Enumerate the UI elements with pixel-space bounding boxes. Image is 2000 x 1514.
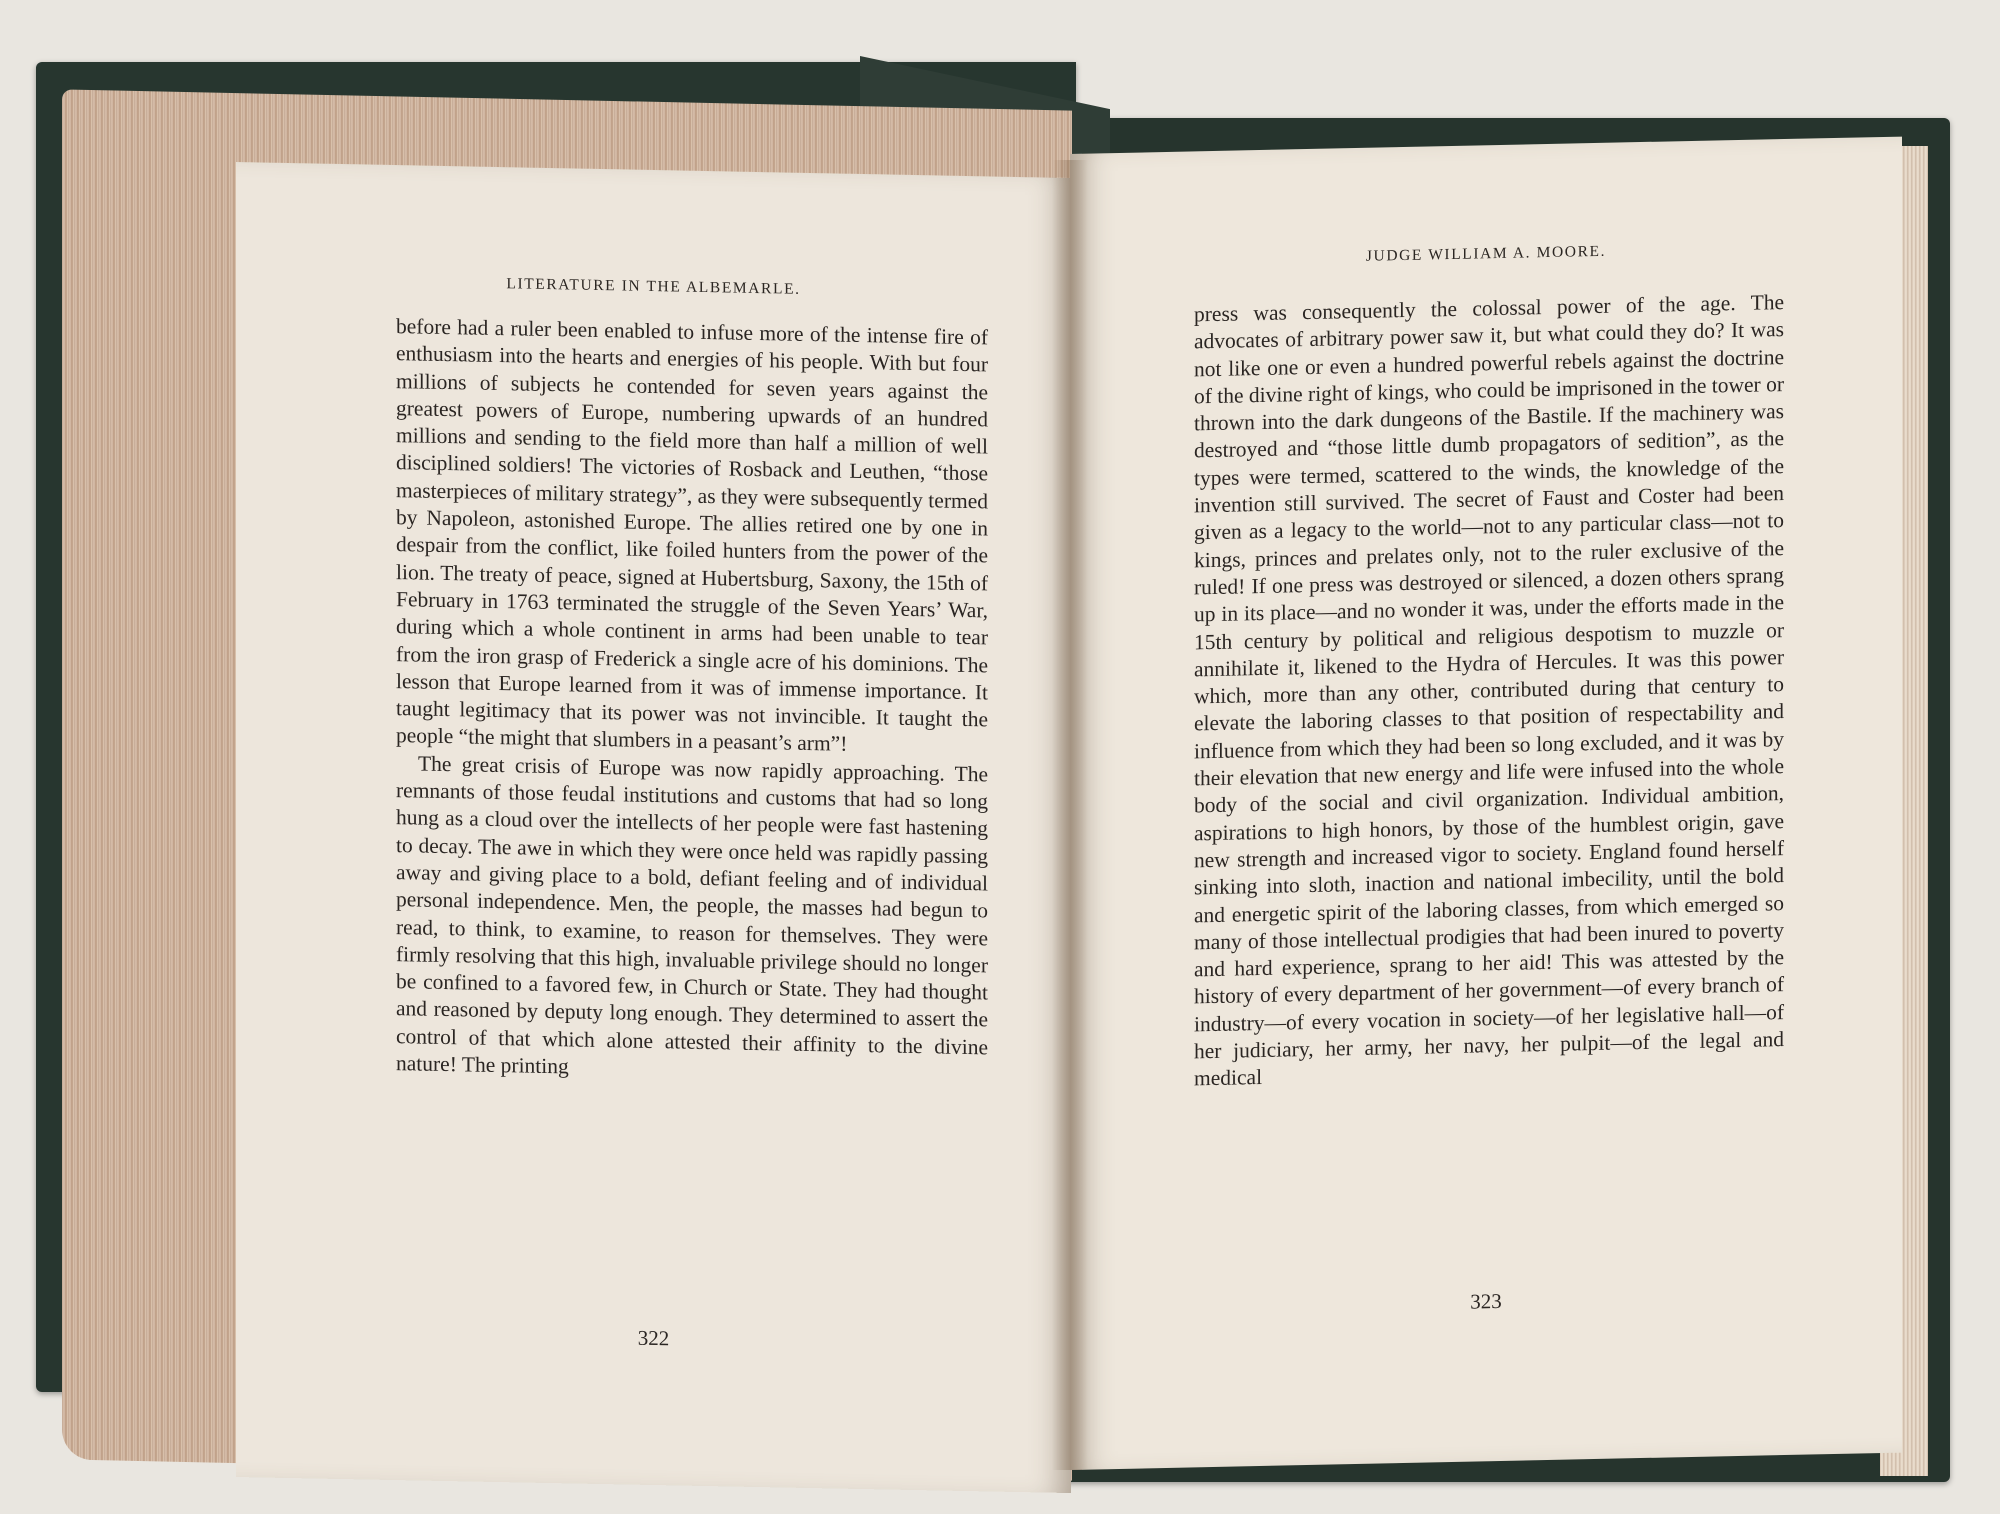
left-running-head: LITERATURE IN THE ALBEMARLE.	[506, 275, 801, 298]
left-page	[236, 162, 1071, 1493]
right-body-text	[1194, 289, 1784, 1093]
left-body-text	[396, 313, 988, 1089]
gutter-shadow	[1052, 160, 1088, 1470]
right-paragraph: press was consequently the colossal power of the age. The advocates of arbitrary power saw it, but what could they do? It was not like one or even a hundred powerful rebels against the doctrine of the divine right of kings, who could be imprisoned in the tower or thrown into the dark dungeons of the Bastile. If the machinery was destroyed and “those little dumb propagators of sedition”, as the types were termed, scattered to the winds, the knowledge of the invention still survived. The secret of Faust and Coster had been given as a legacy to the world—not to any particular class—not to kings, princes and prelates only, not to the ruler exclusive of the ruled! If one press was destroyed or silenced, a dozen others sprang up in its place—and no wonder it was, under the efforts made in the 15th century by political and religious despotism to muzzle or annihilate it, likened to the Hydra of Hercules. It was this power which, more than any other, contributed during that century to elevate the laboring classes to that position of respectability and influence from which they had been so long excluded, and it was by their elevation that new energy and life were infused into the whole body of the social and civil organization. Individual ambition, aspirations to high honors, by those of the humblest origin, gave new strength and increased vigor to society. England found herself sinking into sloth, inaction and national imbecility, until the bold and energetic spirit of the laboring classes, from which emerged so many of those intellectual prodigies that had been inured to poverty and hard experience, sprang to her aid! This was attested by the history of every department of her government—of every branch of industry—of every vocation in society—of her legislative hall—of her judiciary, her army, her navy, her pulpit—of the legal and medical	[1194, 290, 1784, 1091]
left-page-number: 322	[637, 1325, 670, 1351]
right-page	[1070, 137, 1902, 1470]
left-paragraph: before had a ruler been enabled to infuse more of the intense fire of enthusiasm into the hearts and energies of his people. With but four millions of subjects he contended for seven years against the greatest powers of Europe, numbering upwards of an hundred millions and sending to the field more than half a million of well disciplined soldiers! The victories of Rosback and Leuthen, “those masterpieces of military strategy”, as they were subsequently termed by Napoleon, astonished Europe. The allies retired one by one in despair from the conflict, like foiled hunters from the power of the lion. The treaty of peace, signed at Hubertsburg, Saxony, the 15th of February in 1763 terminated the struggle of the Seven Years’ War, during which a whole continent in arms had been unable to tear from the iron grasp of Frederick a single acre of his dominions. The lesson that Europe learned from it was of immense importance. It taught legitimacy that its power was not invincible. It taught the people “the might that slumbers in a peasant’s arm”!	[396, 314, 988, 757]
left-paragraph: The great crisis of Europe was now rapidly approaching. The remnants of those feudal institutions and customs that had so long hung as a cloud over the intellects of her people were fast hastening to decay. The awe in which they were once held was rapidly passing away and giving place to a bold, defiant feeling and of individual personal independence. Men, the people, the masses had begun to read, to think, to examine, to reason for themselves. They were firmly resolving that this high, invaluable privilege should no longer be confined to a favored few, in Church or State. They had thought and reasoned by deputy long enough. They determined to assert the control of that which alone attested their affinity to the divine nature! The printing	[396, 751, 988, 1079]
right-running-head: JUDGE WILLIAM A. MOORE.	[1365, 242, 1607, 265]
right-page-number: 323	[1470, 1288, 1502, 1314]
